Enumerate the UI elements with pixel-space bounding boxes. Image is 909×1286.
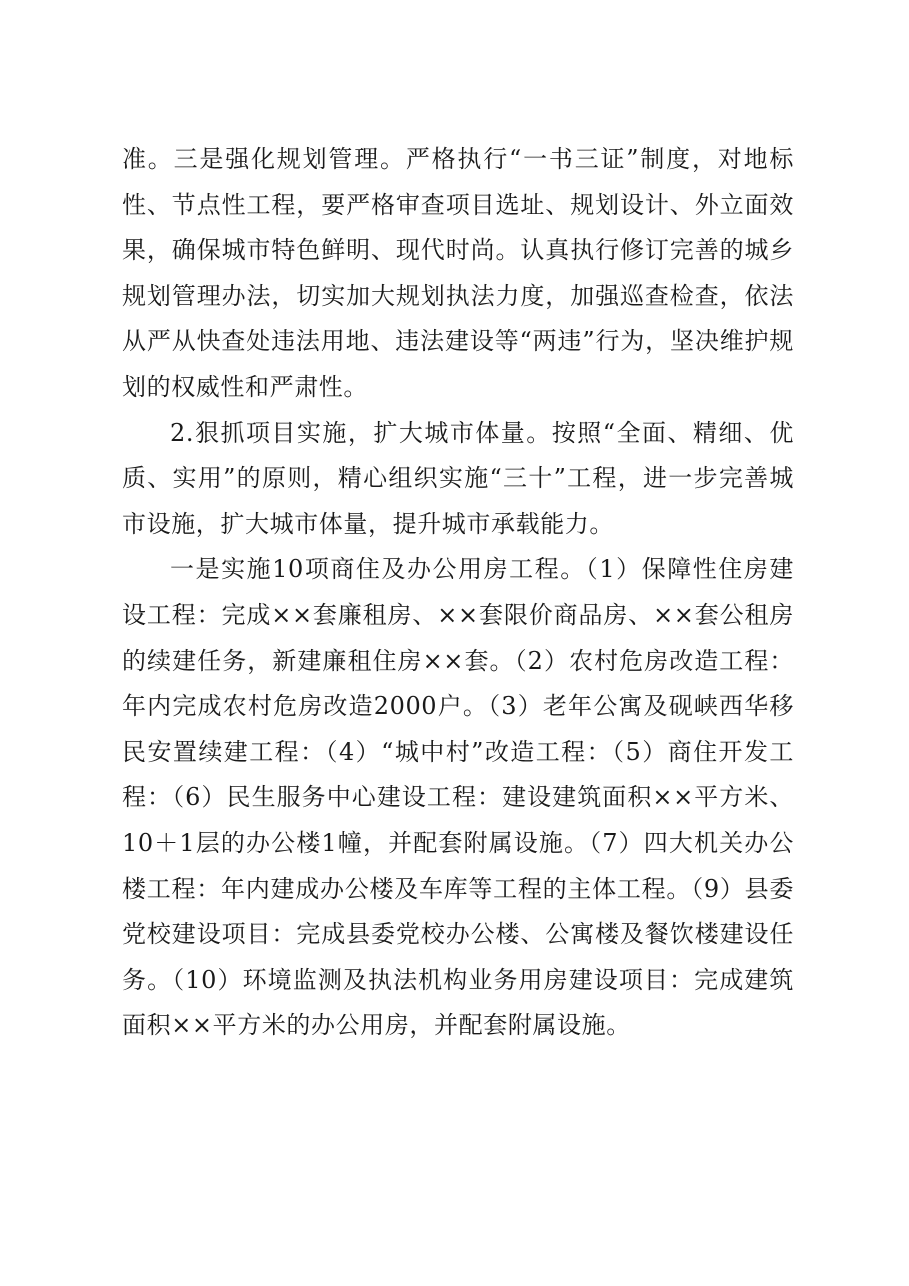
document-body bbox=[122, 137, 794, 1049]
paragraph-planning-management: 准。三是强化规划管理。严格执行“一书三证”制度，对地标性、节点性工程，要严格审查项目选址、规划设计、外立面效果，确保城市特色鲜明、现代时尚。认真执行修订完善的城乡规划管理办法，切实加大规划执法力度，加强巡查检查，依法从严从快查处违法用地、违法建设等“两违”行为，坚决维护规划的权威性和严肃性。 bbox=[122, 145, 794, 401]
paragraph-housing-projects: 一是实施10项商住及办公用房工程。（1）保障性住房建设工程：完成××套廉租房、××套限价商品房、××套公租房的续建任务，新建廉租住房××套。（2）农村危房改造工程：年内完成农村危房改造2000户。（3）老年公寓及砚峡西华移民安置续建工程：（4）“城中村”改造工程：（5）商住开发工程：（6）民生服务中心建设工程：建设建筑面积××平方米、10＋1层的办公楼1幢，并配套附属设施。（7）四大机关办公楼工程：年内建成办公楼及车库等工程的主体工程。（9）县委党校建设项目：完成县委党校办公楼、公寓楼及餐饮楼建设任务。（10）环境监测及执法机构业务用房建设项目：完成建筑面积××平方米的办公用房，并配套附属设施。 bbox=[122, 555, 794, 1040]
paragraph-project-implementation: 2.狠抓项目实施，扩大城市体量。按照“全面、精细、优质、实用”的原则，精心组织实施“三十”工程，进一步完善城市设施，扩大城市体量，提升城市承载能力。 bbox=[122, 418, 794, 538]
